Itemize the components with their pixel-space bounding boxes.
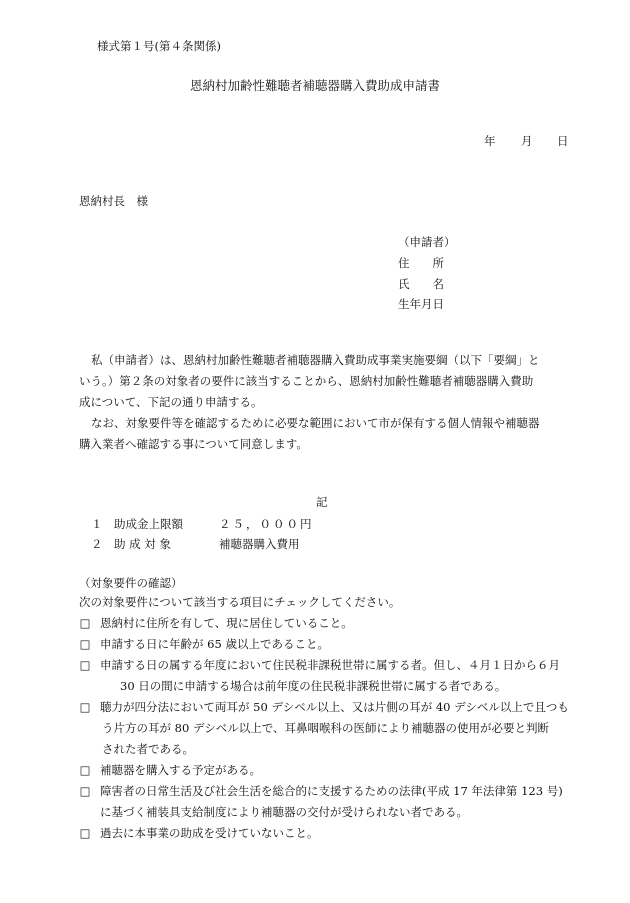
requirement-4-line-3: された者である。 — [102, 742, 194, 756]
requirement-checkbox-5[interactable]: □ — [79, 763, 91, 777]
ki-heading: 記 — [316, 495, 328, 509]
requirement-checkbox-6[interactable]: □ — [79, 784, 91, 798]
requirement-checkbox-3[interactable]: □ — [79, 658, 91, 672]
addressee: 恩納村長 様 — [79, 194, 148, 208]
item-1-value: ２５，０００円 — [219, 517, 314, 531]
requirement-3-line-2: 30 日の間に申請する場合は前年度の住民税非課税世帯に属する者である。 — [120, 679, 507, 693]
requirement-6-line-1: 障害者の日常生活及び社会生活を総合的に支援するための法律(平成 17 年法律第 123 号) — [100, 784, 563, 798]
date-day: 日 — [557, 134, 569, 148]
item-1-number: １ — [91, 517, 103, 531]
form-title: 恩納村加齢性難聴者補聴器購入費助成申請書 — [190, 78, 441, 93]
form-number: 様式第１号(第４条関係) — [97, 39, 221, 53]
requirement-4-line-1: 聴力が四分法において両耳が 50 デシベル以上、又は片側の耳が 40 デシベル以上で且つも — [100, 700, 569, 714]
requirement-7-line-1: 過去に本事業の助成を受けていないこと。 — [100, 826, 319, 840]
declaration-line-1: 私（申請者）は、恩納村加齢性難聴者補聴器購入費助成事業実施要綱（以下「要綱」と — [91, 353, 540, 367]
requirement-item — [79, 781, 579, 823]
item-2-number: ２ — [91, 537, 103, 551]
requirement-6-line-2: に基づく補装具支給制度により補聴器の交付が受けられない者である。 — [100, 805, 468, 819]
requirement-checkbox-2[interactable]: □ — [79, 637, 91, 651]
requirement-item — [79, 634, 579, 655]
requirement-1-line-1: 恩納村に住所を有して、現に居住していること。 — [100, 616, 353, 630]
item-1-label: 助成金上限額 — [114, 517, 183, 531]
requirement-5-line-1: 補聴器を購入する予定がある。 — [100, 763, 261, 777]
applicant-heading: （申請者） — [398, 235, 456, 249]
consent-paragraph — [79, 413, 579, 455]
requirement-item — [79, 655, 579, 697]
item-2-label: 助 成 対 象 — [114, 537, 171, 551]
applicant-name-label: 氏 名 — [398, 277, 444, 291]
requirement-checkbox-4[interactable]: □ — [79, 700, 91, 714]
requirement-checkbox-1[interactable]: □ — [79, 616, 91, 630]
applicant-birthdate-label: 生年月日 — [398, 297, 444, 311]
requirement-item — [79, 823, 579, 844]
consent-line-2: 購入業者へ確認する事について同意します。 — [79, 437, 308, 451]
requirement-4-line-2: う片方の耳が 80 デシベル以上で、耳鼻咽喉科の医師により補聴器の使用が必要と判断 — [102, 721, 549, 735]
consent-line-1: なお、対象要件等を確認するために必要な範囲において市が保有する個人情報や補聴器 — [91, 416, 540, 430]
requirements-intro: 次の対象要件について該当する項目にチェックしてください。 — [79, 595, 401, 609]
requirement-item — [79, 613, 579, 634]
declaration-line-3: 成について、下記の通り申請する。 — [79, 395, 263, 409]
date-month: 月 — [521, 134, 533, 148]
date-year: 年 — [484, 134, 496, 148]
requirement-item — [79, 760, 579, 781]
item-2-value: 補聴器購入費用 — [219, 537, 300, 551]
declaration-paragraph — [79, 350, 579, 413]
applicant-address-label: 住 所 — [398, 256, 444, 270]
declaration-line-2: いう。）第２条の対象者の要件に該当することから、恩納村加齢性難聴者補聴器購入費助 — [79, 374, 534, 388]
requirement-3-line-1: 申請する日の属する年度において住民税非課税世帯に属する者。但し、４月１日から６月 — [100, 658, 560, 672]
requirement-item — [79, 697, 579, 760]
requirements-heading: （対象要件の確認） — [79, 576, 183, 590]
requirement-checkbox-7[interactable]: □ — [79, 826, 91, 840]
requirement-2-line-1: 申請する日に年齢が 65 歳以上であること。 — [100, 637, 329, 651]
